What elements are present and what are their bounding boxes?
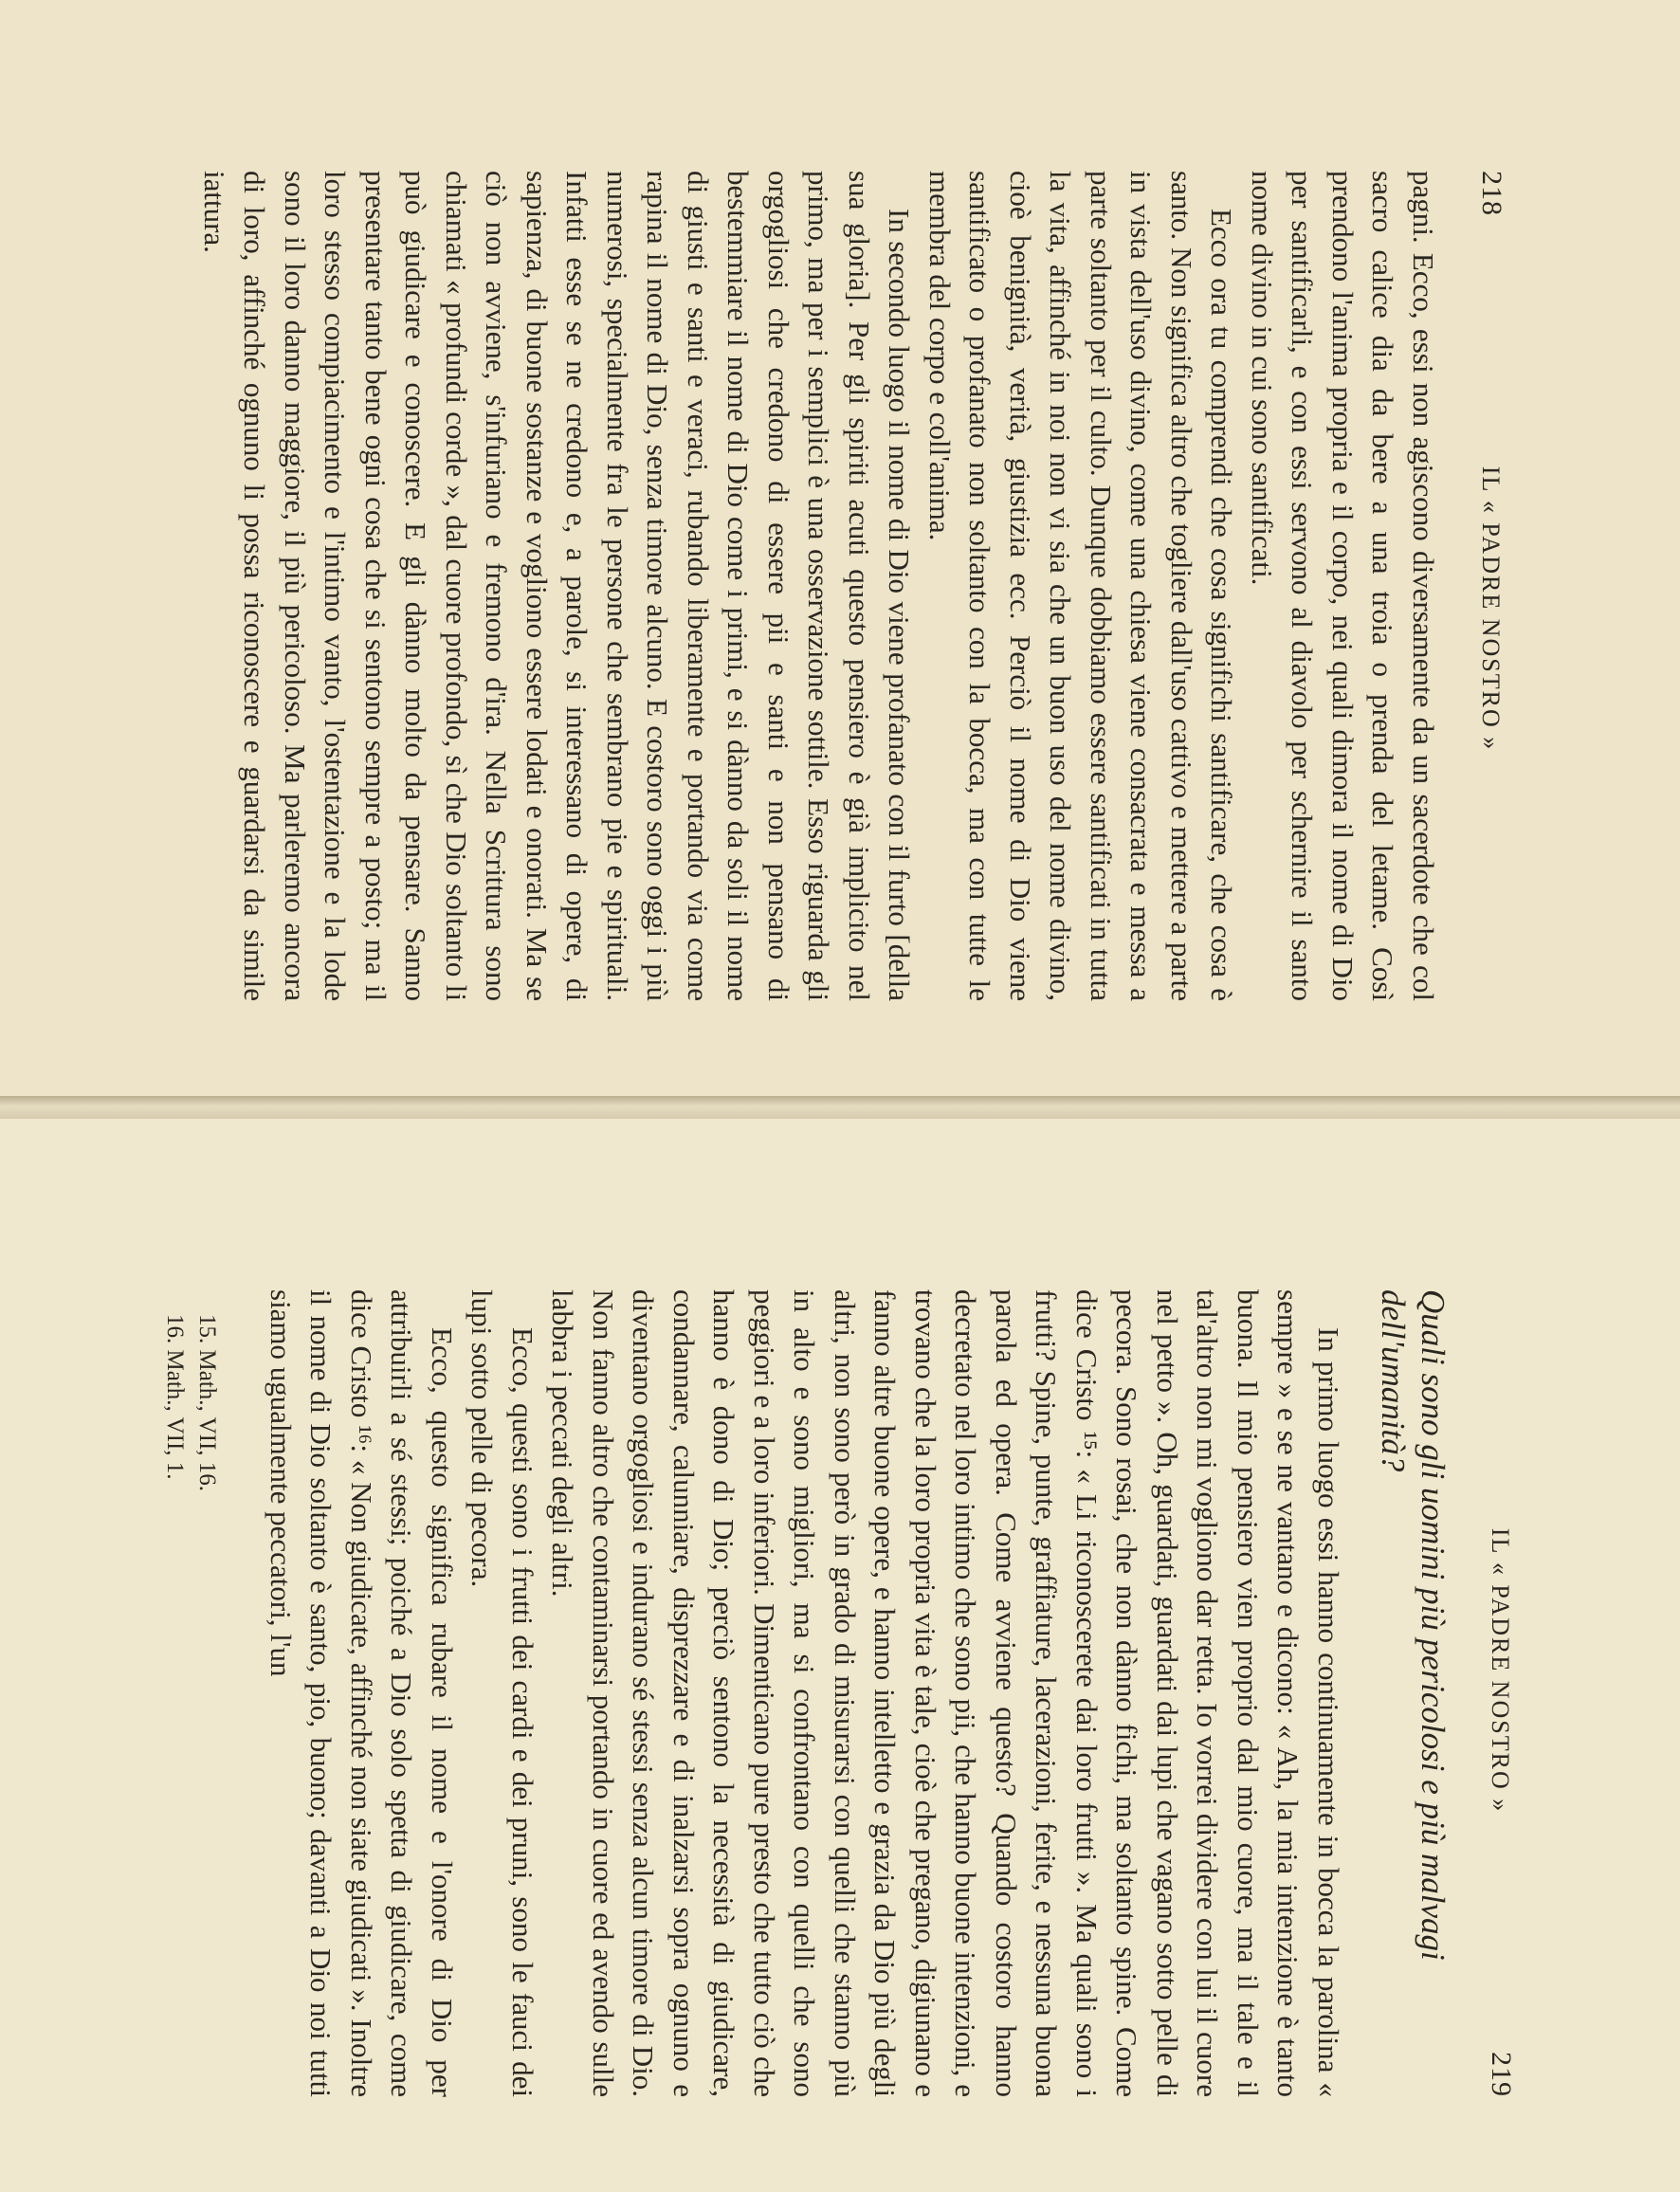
left-running-title: IL « PADRE NOSTRO » [1477,466,1505,752]
left-paragraph-1: pagni. Ecco, essi non agiscono diversamente da un sacerdote che col sacro calice dia da bere a una troia o prenda del letame. Così prendono l'anima propria e il corpo, nei quali dimora il nome di Dio per santificarli, e con essi servono al diavolo per schernire il santo nome divino in cui sono santificati. [1246,171,1440,1001]
right-paragraph-1: In primo luogo essi hanno continuamente in bocca la parolina « sempre » e se ne vantano e dicono: « Ah, la mia intenzione è tanto buona. Il mio pensiero vien proprio dal mio cuore, ma il tale e il tal'altro non mi vogliono dar retta. Io vorrei dividere con lui il cuore nel petto ». Oh, guardati, guardati dai lupi che vagano sotto pelle di pecora. Sono rosai, che non dànno fichi, ma soltanto spine. Come dice Cristo ¹⁵: « Li riconoscerete dai loro frutti ». Ma quali sono i frutti? Spine, punte, graffiature, lacerazioni, ferite, e nessuna buona parola ed opera. Come avviene questo? Quando costoro hanno decretato nel loro intimo che sono pii, che hanno buone intenzioni, e trovano che la loro propria vita è tale, cioè che pregano, digiunano e fanno altre buone opere, e hanno intelletto e grazia da Dio più degli altri, non sono però in grado di misurarsi con quelli che stanno più in alto e sono migliori, ma si confrontano con quelli che sono peggiori e a loro inferiori. Dimenticano pure presto che tutto ciò che hanno è dono di Dio; perciò sentono la necessità di giudicare, condannare, calunniare, disprezzare e di inalzarsi sopra ognuno e diventano orgogliosi e indurano sé stessi senza alcun timore di Dio. Non fanno altro che contaminarsi portando in cuore ed avendo sulle labbra i peccati degli altri. [546,1289,1345,2097]
section-heading: Quali sono gli uomini più pericolosi e più malvagi dell'umanità? [1375,1289,1452,1961]
right-running-head [1485,1289,1517,2097]
footnote-16: 16. Math., VII, 1. [162,1314,189,1480]
left-page-number: 218 [1476,171,1507,216]
right-page [0,1119,1680,2192]
right-page-text-block [66,1119,1583,2192]
right-paragraph-3: Ecco, questo significa rubare il nome e l'onore di Dio per attribuirli a sé stessi; poiché a Dio solo spetta di giudicare, come dice Cristo ¹⁶: « Non giudicate, affinché non siate giudicati ». Inoltre il nome di Dio soltanto è santo, pio, buono; davanti a Dio noi tutti siamo ugualmente peccatori, l'un [265,1289,459,2097]
left-page-text-block [57,0,1574,1096]
left-running-head [1475,171,1507,1001]
right-running-title: IL « PADRE NOSTRO » [1487,1527,1514,1814]
book-gutter [0,1096,1680,1119]
footnote-15: 15. Math., VII, 16. [194,1314,221,1492]
left-paragraph-3: In secondo luogo il nome di Dio viene profanato con il furto [della sua gloria]. Per gli spiriti acuti questo pensiero è già implicito nel primo, ma per i semplici è una osservazione sottile. Esso riguarda gli orgogliosi che credono di essere pii e santi e non pensano di bestemmiare il nome di Dio come i primi, e si dànno da soli il nome di giusti e santi e veraci, rubando liberamente e portando via come rapina il nome di Dio, senza timore alcuno. E costoro sono oggi i più numerosi, specialmente fra le persone che sembrano pie e spirituali. Infatti esse se ne credono e, a parole, si interessano di opere, di sapienza, di buone sostanze e vogliono essere lodati e onorati. Ma se ciò non avviene, s'infuriano e fremono d'ira. Nella Scrittura sono chiamati « profundi corde », dal cuore profondo, sì che Dio soltanto li può giudicare e conoscere. E gli dànno molto da pensare. Sanno presentare tanto bene ogni cosa che si sentono sempre a posto; ma il loro stesso compiacimento e l'intimo vanto, l'ostentazione e la lode sono il loro danno maggiore, il più pericoloso. Ma parleremo ancora di loro, affinché ognuno li possa riconoscere e guardarsi da simile iattura. [198,171,917,1001]
right-paragraph-2: Ecco, questi sono i frutti dei cardi e dei pruni, sono le fauci dei lupi sotto pelle di pecora. [466,1289,539,2097]
footnotes [160,1289,223,2097]
right-page-number: 219 [1486,2052,1517,2097]
left-paragraph-2: Ecco ora tu comprendi che cosa significhi santificare, che cosa è santo. Non significa altro che togliere dall'uso cattivo e mettere a parte in vista dell'uso divino, come una chiesa viene consacrata e messa a parte soltanto per il culto. Dunque dobbiamo essere santificati in tutta la vita, affinché in noi non vi sia che un buon uso del nome divino, cioè benignità, verità, giustizia ecc. Perciò il nome di Dio viene santificato o profanato non soltanto con la bocca, ma con tutte le membra del corpo e coll'anima. [923,171,1239,1001]
